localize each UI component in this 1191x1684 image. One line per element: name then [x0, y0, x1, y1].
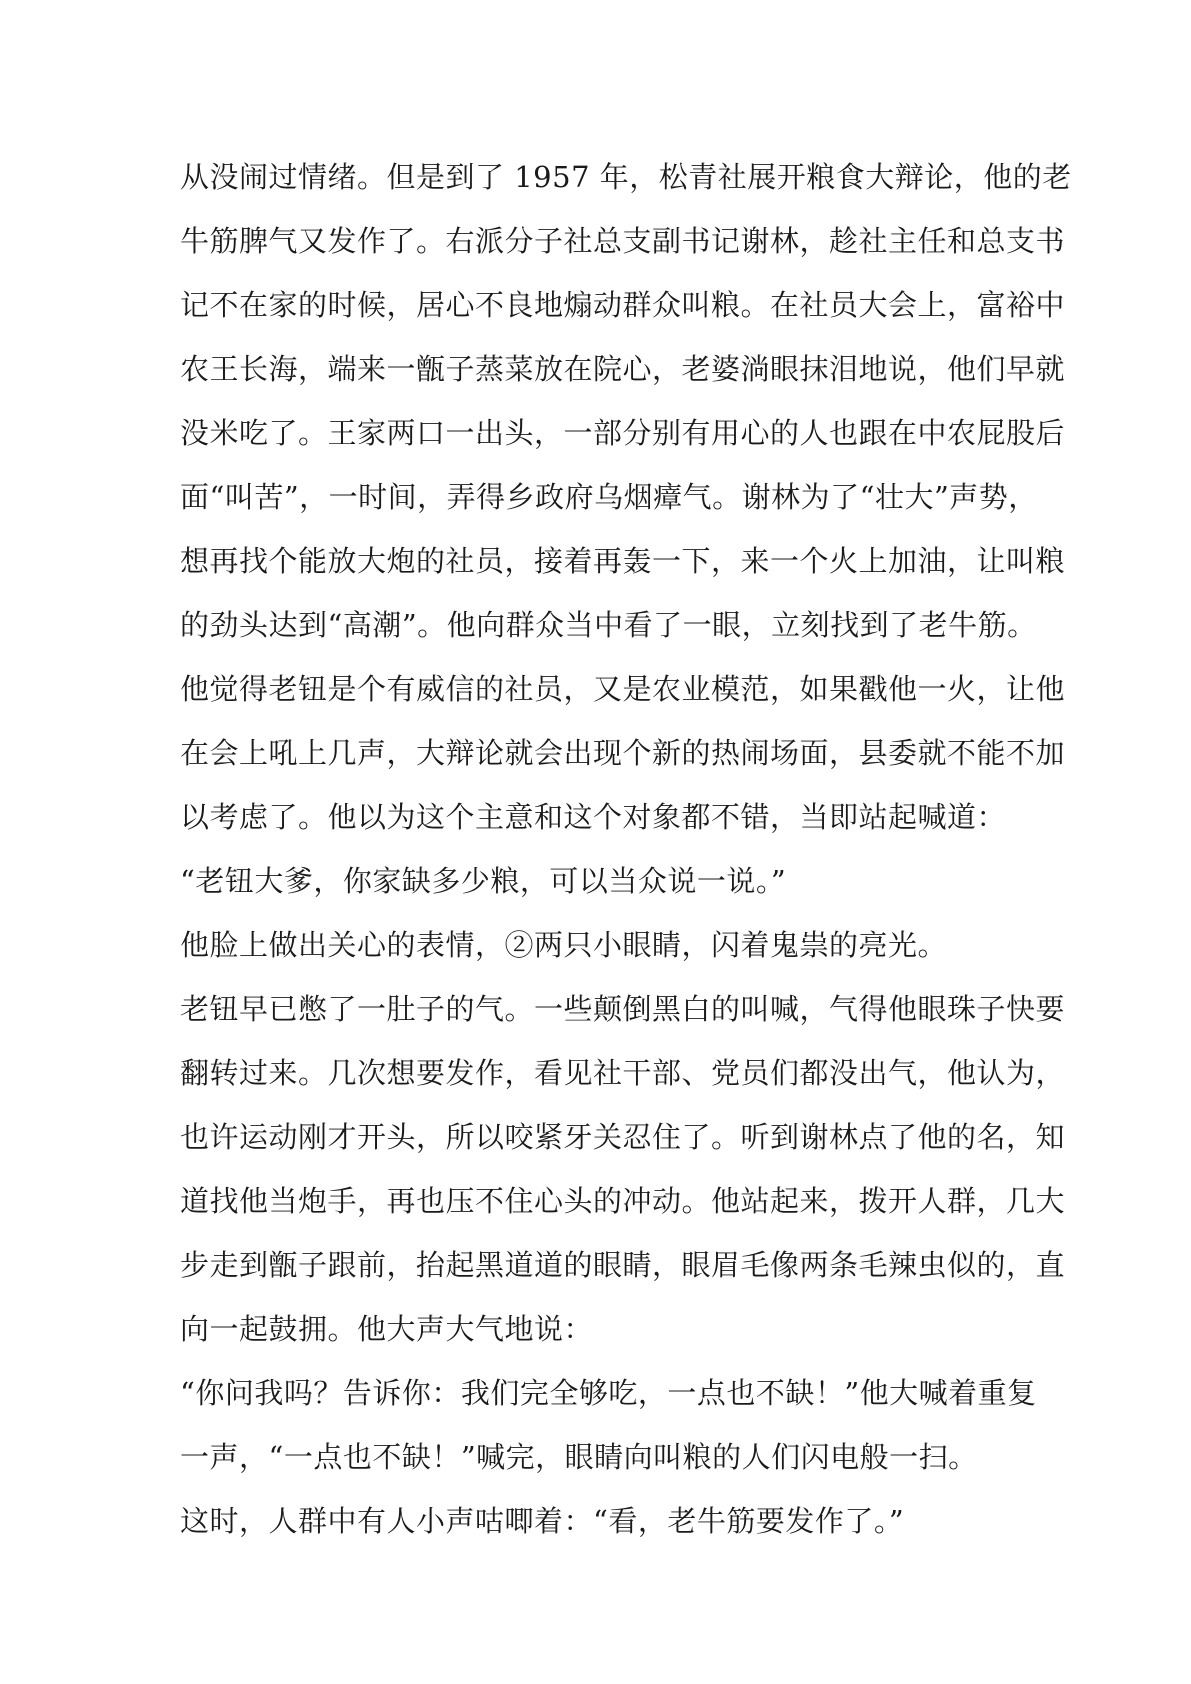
text-line: 的劲头达到“高潮”。他向群众当中看了一眼，立刻找到了老牛筋。: [180, 608, 1037, 642]
text-line: 这时，人群中有人小声咕唧着：“看，老牛筋要发作了。”: [180, 1504, 905, 1538]
text-line: 在会上吼上几声，大辩论就会出现个新的热闹场面，县委就不能不加: [180, 736, 1066, 770]
text-line: 一声，“一点也不缺！”喊完，眼睛向叫粮的人们闪电般一扫。: [180, 1440, 978, 1474]
text-line: 以考虑了。他以为这个主意和这个对象都不错，当即站起喊道：: [180, 800, 1007, 834]
text-line: 面“叫苦”，一时间，弄得乡政府乌烟瘴气。谢林为了“壮大”声势，: [180, 480, 1038, 514]
text-line: 想再找个能放大炮的社员，接着再轰一下，来一个火上加油，让叫粮: [180, 544, 1066, 578]
text-line: 翻转过来。几次想要发作，看见社干部、党员们都没出气，他认为，: [180, 1056, 1066, 1090]
text-line: 从没闹过情绪。但是到了 1957 年，松青社展开粮食大辩论，他的老: [180, 160, 1072, 194]
article-text: [180, 145, 1072, 1553]
text-line: 向一起鼓拥。他大声大气地说：: [180, 1312, 594, 1346]
text-line: “你问我吗？告诉你：我们完全够吃，一点也不缺！”他大喊着重复: [180, 1376, 1037, 1410]
text-line: 老钮早已憋了一肚子的气。一些颠倒黑白的叫喊，气得他眼珠子快要: [180, 992, 1066, 1026]
text-line: 记不在家的时候，居心不良地煽动群众叫粮。在社员大会上，富裕中: [180, 288, 1066, 322]
text-line: 没米吃了。王家两口一出头，一部分别有用心的人也跟在中农屁股后: [180, 416, 1066, 450]
text-line: 牛筋脾气又发作了。右派分子社总支副书记谢林，趁社主任和总支书: [180, 224, 1066, 258]
text-line: 也许运动刚才开头，所以咬紧牙关忍住了。听到谢林点了他的名，知: [180, 1120, 1066, 1154]
text-line: “老钮大爹，你家缺多少粮，可以当众说一说。”: [180, 864, 787, 898]
text-line: 道找他当炮手，再也压不住心头的冲动。他站起来，拨开人群，几大: [180, 1184, 1066, 1218]
text-line: 农王长海，端来一甑子蒸菜放在院心，老婆淌眼抹泪地说，他们早就: [180, 352, 1066, 386]
text-line: 他脸上做出关心的表情，②两只小眼睛，闪着鬼祟的亮光。: [180, 928, 948, 962]
text-line: 步走到甑子跟前，抬起黑道道的眼睛，眼眉毛像两条毛辣虫似的，直: [180, 1248, 1066, 1282]
text-line: 他觉得老钮是个有威信的社员，又是农业模范，如果戳他一火，让他: [180, 672, 1066, 706]
